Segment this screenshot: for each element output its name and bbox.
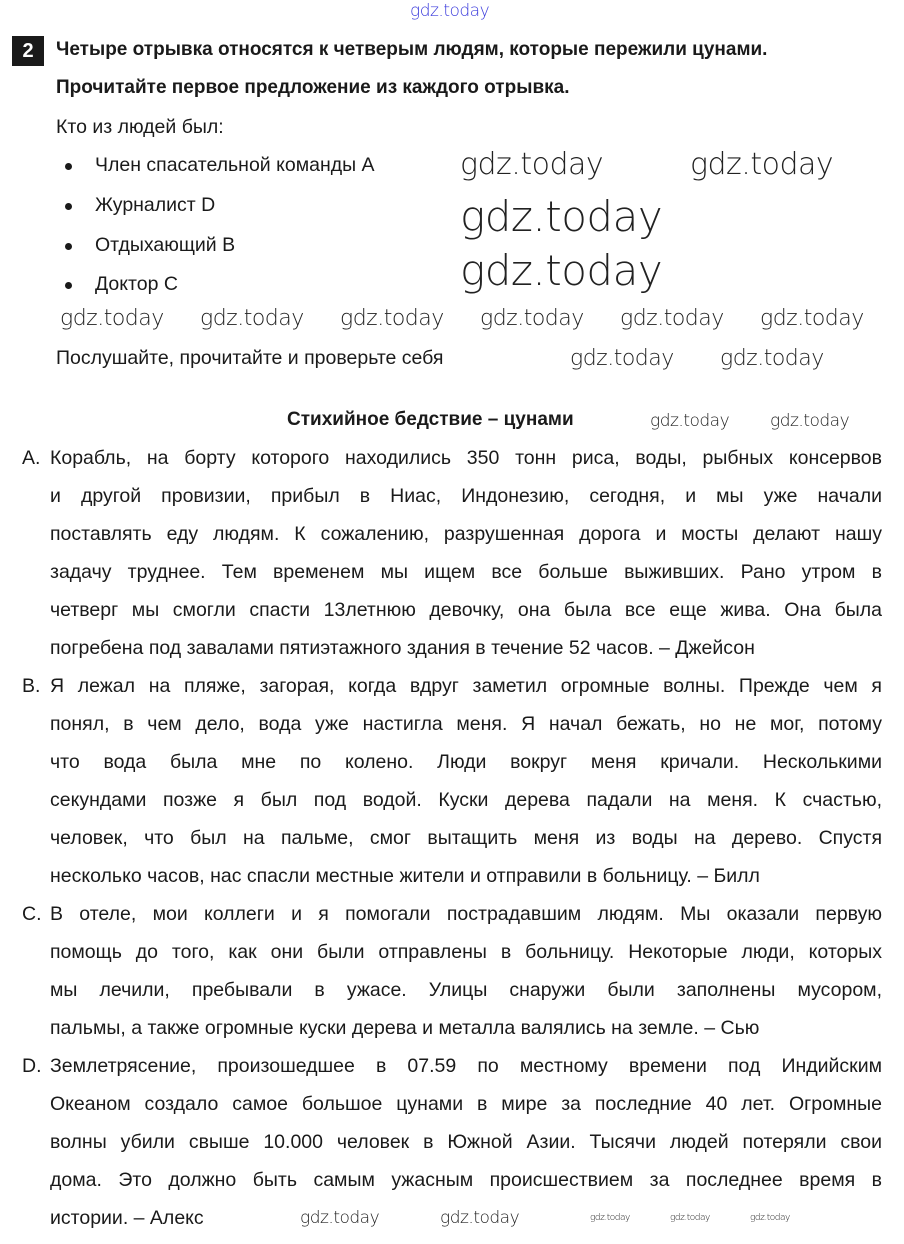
passages [22,439,882,1237]
bullet-icon [65,282,72,289]
option-label: Журналист D [95,194,216,216]
watermark: gdz.today [460,246,663,295]
watermark: gdz.today [440,1208,520,1228]
option-item [95,273,178,296]
passage-line: Корабль, на борту которого находились 350 тонн риса, воды, рыбных консервов [50,447,882,469]
passage-line: В отеле, мои коллеги и я помогали пострадавшим людям. Мы оказали первую [50,903,882,925]
option-item [95,234,235,257]
passage-line: секундами позже я был под водой. Куски дерева падали на меня. К счастью, [50,789,882,811]
passage-line: что вода была мне по колено. Люди вокруг меня кричали. Несколькими [50,751,882,773]
passage-line: истории. – Алекс [50,1207,204,1229]
passage-label: C. [22,903,42,925]
passage-line: Землетрясение, произошедшее в 07.59 по местному времени под Индийским [50,1055,882,1077]
watermark: gdz.today [410,1,490,21]
watermark: gdz.today [570,346,674,371]
passage-label: B. [22,675,41,697]
option-label: Член спасательной команды A [95,154,375,176]
watermark: gdz.today [460,192,663,241]
option-item [95,154,375,177]
passage-line: Я лежал на пляже, загорая, когда вдруг заметил огромные волны. Прежде чем я [50,675,882,697]
passage-line: и другой провизии, прибыл в Ниас, Индонезию, сегодня, и мы уже начали [50,485,882,507]
watermark: gdz.today [670,1213,710,1223]
passage-line: дома. Это должно быть самым ужасным происшествием за последнее время в [50,1169,882,1191]
bullet-icon [65,163,72,170]
watermark: gdz.today [590,1213,630,1223]
option-label: Отдыхающий B [95,234,236,256]
passage-line: волны убили свыше 10.000 человек в Южной Азии. Тысячи людей потеряли свои [50,1131,882,1153]
watermark: gdz.today [300,1208,380,1228]
watermark: gdz.today [750,1213,790,1223]
watermark: gdz.today [650,411,730,431]
watermark: gdz.today [720,346,824,371]
passage-label: A. [22,447,41,469]
passage-line: задачу труднее. Тем временем мы ищем все больше выживших. Рано утром в [50,561,882,583]
passage-line: погребена под завалами пятиэтажного здания в течение 52 часов. – Джейсон [50,637,755,659]
passage-line: пальмы, а также огромные куски дерева и металла валялись на земле. – Сью [50,1017,760,1039]
passage-line: понял, в чем дело, вода уже настигла меня. Я начал бежать, но не мог, потому [50,713,882,735]
watermark: gdz.today [770,411,850,431]
instruction-line-2: Прочитайте первое предложение из каждого отрывка. [56,77,570,98]
passage-c [22,895,882,1047]
passage-label: D. [22,1055,42,1077]
passage-line: помощь до того, как они были отправлены в больницу. Некоторые люди, которых [50,941,882,963]
watermark: gdz.today [460,147,604,182]
passage-b [22,667,882,895]
watermark: gdz.today [60,306,164,331]
bullet-icon [65,203,72,210]
passage-line: мы лечили, пребывали в ужасе. Улицы снаружи были заполнены мусором, [50,979,882,1001]
option-item [95,194,215,217]
listen-prompt: Послушайте, прочитайте и проверьте себя [56,347,444,369]
watermark: gdz.today [690,147,834,182]
passage-line: Океаном создало самое большое цунами в мире за последние 40 лет. Огромные [50,1093,882,1115]
watermark: gdz.today [340,306,444,331]
watermark: gdz.today [760,306,864,331]
instruction-line-1: Четыре отрывка относятся к четверым людям, которые пережили цунами. [56,39,768,60]
passage-line: четверг мы смогли спасти 13летнюю девочку, она была все еще жива. Она была [50,599,882,621]
watermark: gdz.today [480,306,584,331]
passage-a [22,439,882,667]
watermark: gdz.today [200,306,304,331]
option-label: Доктор C [95,273,178,295]
watermark: gdz.today [620,306,724,331]
passage-line: несколько часов, нас спасли местные жители и отправили в больницу. – Билл [50,865,760,887]
question-text: Кто из людей был: [56,116,224,138]
bullet-icon [65,243,72,250]
passage-line: человек, что был на пальме, смог вытащить меня из воды на дерево. Спустя [50,827,882,849]
text-title: Стихийное бедствие – цунами [287,409,574,430]
exercise-number: 2 [12,36,44,66]
passage-line: поставлять еду людям. К сожалению, разрушенная дорога и мосты делают нашу [50,523,882,545]
